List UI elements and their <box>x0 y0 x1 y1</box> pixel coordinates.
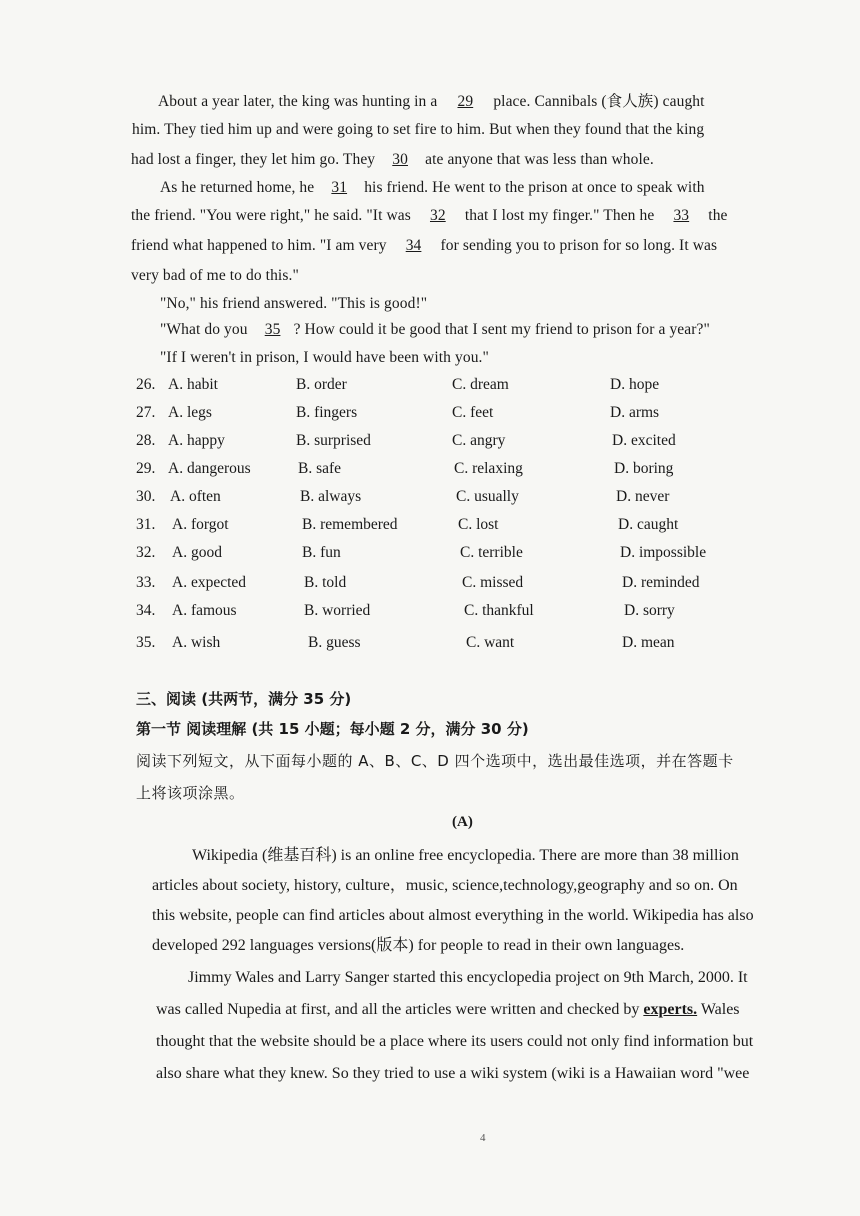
option-a: A. often <box>170 488 221 505</box>
blank-33: 33 <box>673 207 690 224</box>
option-b: B. remembered <box>302 516 398 533</box>
option-c: C. feet <box>452 404 494 421</box>
blank-29: 29 <box>457 93 474 110</box>
question-number: 33. <box>136 574 156 591</box>
option-c: C. missed <box>462 574 524 591</box>
question-number: 29. <box>136 460 156 477</box>
story-line-10 <box>160 348 489 368</box>
option-d: D. reminded <box>622 574 700 591</box>
option-c: C. relaxing <box>454 460 523 477</box>
text: was called Nupedia at first, and all the articles were written and checked by <box>156 1001 644 1018</box>
section-subtitle: 第一节 阅读理解 (共 15 小题；每小题 2 分，满分 30 分) <box>136 720 529 738</box>
blank-31: 31 <box>331 179 348 196</box>
text: "No," his friend answered. "This is good!" <box>160 295 428 312</box>
page-number: 4 <box>480 1132 486 1144</box>
option-c: C. usually <box>456 488 519 505</box>
story-line-8 <box>160 294 427 314</box>
option-c: C. lost <box>458 516 499 533</box>
option-b: B. fun <box>302 544 341 561</box>
text: had lost a finger, they let him go. They <box>131 151 380 168</box>
blank-30: 30 <box>392 151 408 168</box>
option-d: D. sorry <box>624 602 675 619</box>
option-c: C. terrible <box>460 544 523 561</box>
option-b: B. fingers <box>296 404 358 421</box>
option-b: B. guess <box>308 634 361 651</box>
passage-line: this website, people can find articles about almost everything in the world. Wikipedia has also <box>152 907 754 924</box>
option-b: B. order <box>296 376 347 393</box>
option-a: A. dangerous <box>168 460 251 477</box>
option-d: D. hope <box>610 376 660 393</box>
text: ate anyone that was less than whole. <box>421 151 654 168</box>
blank-35: 35 <box>264 321 281 338</box>
section-title: 三、阅读 (共两节，满分 35 分) <box>136 690 352 708</box>
blank-34: 34 <box>405 237 422 254</box>
underlined-word: experts. <box>643 1001 698 1018</box>
passage-line: developed 292 languages versions(版本) for people to read in their own languages. <box>152 937 685 954</box>
option-a: A. forgot <box>172 516 229 533</box>
text: "If I weren't in prison, I would have been with you." <box>160 349 489 366</box>
text: place. Cannibals (食人族) caught <box>489 93 705 110</box>
passage-label: (A) <box>452 814 473 830</box>
instruction-line-2: 上将该项涂黑。 <box>136 784 245 802</box>
question-number: 28. <box>136 432 156 449</box>
option-c: C. thankful <box>464 602 534 619</box>
option-d: D. caught <box>618 516 679 533</box>
option-c: C. dream <box>452 376 509 393</box>
option-d: D. excited <box>612 432 676 449</box>
option-d: D. arms <box>610 404 660 421</box>
question-number: 31. <box>136 516 156 533</box>
text: ? How could it be good that I sent my friend to prison for a year?" <box>293 321 710 338</box>
passage-line: also share what they knew. So they tried to use a wiki system (wiki is a Hawaiian word "wee <box>156 1065 750 1082</box>
question-number: 34. <box>136 602 156 619</box>
option-a: A. famous <box>172 602 237 619</box>
text: About a year later, the king was hunting in a <box>158 93 442 110</box>
option-d: D. boring <box>614 460 674 477</box>
story-line-5 <box>131 206 728 226</box>
option-b: B. surprised <box>296 432 371 449</box>
text: Wales <box>697 1001 740 1018</box>
option-d: D. never <box>616 488 670 505</box>
option-a: A. expected <box>172 574 247 591</box>
option-a: A. good <box>172 544 222 561</box>
text: him. They tied him up and were going to set fire to him. But when they found that the king <box>132 121 705 138</box>
text: "What do you <box>160 321 252 338</box>
story-line-2 <box>132 120 704 140</box>
option-d: D. impossible <box>620 544 707 561</box>
passage-line: Wikipedia (维基百科) is an online free encyclopedia. There are more than 38 million <box>192 847 739 864</box>
passage-line: Jimmy Wales and Larry Sanger started this encyclopedia project on 9th March, 2000. It <box>188 969 748 986</box>
text: As he returned home, he <box>160 179 319 196</box>
option-a: A. legs <box>168 404 212 421</box>
text: friend what happened to him. "I am very <box>131 237 391 254</box>
passage-line: articles about society, history, culture，music, science,technology,geography and so on. On <box>152 877 738 894</box>
text: his friend. He went to the prison at once to speak with <box>360 179 705 196</box>
text: that I lost my finger." Then he <box>460 207 659 224</box>
option-a: A. happy <box>168 432 225 449</box>
story-line-3 <box>131 150 654 170</box>
story-line-7 <box>131 266 299 286</box>
story-line-1 <box>158 92 705 112</box>
text: very bad of me to do this." <box>131 267 299 284</box>
option-c: C. angry <box>452 432 506 449</box>
instruction-line-1: 阅读下列短文，从下面每小题的 A、B、C、D 四个选项中，选出最佳选项，并在答题卡 <box>136 752 734 770</box>
option-b: B. told <box>304 574 347 591</box>
option-d: D. mean <box>622 634 675 651</box>
question-number: 35. <box>136 634 156 651</box>
blank-32: 32 <box>429 207 446 224</box>
passage-line: thought that the website should be a place where its users could not only find information but <box>156 1033 754 1050</box>
text: the friend. "You were right," he said. "It was <box>131 207 415 224</box>
story-line-9 <box>160 320 710 340</box>
option-b: B. safe <box>298 460 342 477</box>
text: for sending you to prison for so long. It was <box>436 237 718 254</box>
option-a: A. habit <box>168 376 218 393</box>
option-a: A. wish <box>172 634 221 651</box>
question-number: 27. <box>136 404 156 421</box>
passage-line <box>156 1000 740 1020</box>
question-number: 32. <box>136 544 156 561</box>
question-number: 26. <box>136 376 156 393</box>
text: the <box>704 207 728 224</box>
question-number: 30. <box>136 488 156 505</box>
option-b: B. worried <box>304 602 371 619</box>
option-b: B. always <box>300 488 362 505</box>
story-line-6 <box>131 236 717 256</box>
story-line-4 <box>160 178 705 198</box>
option-c: C. want <box>466 634 515 651</box>
